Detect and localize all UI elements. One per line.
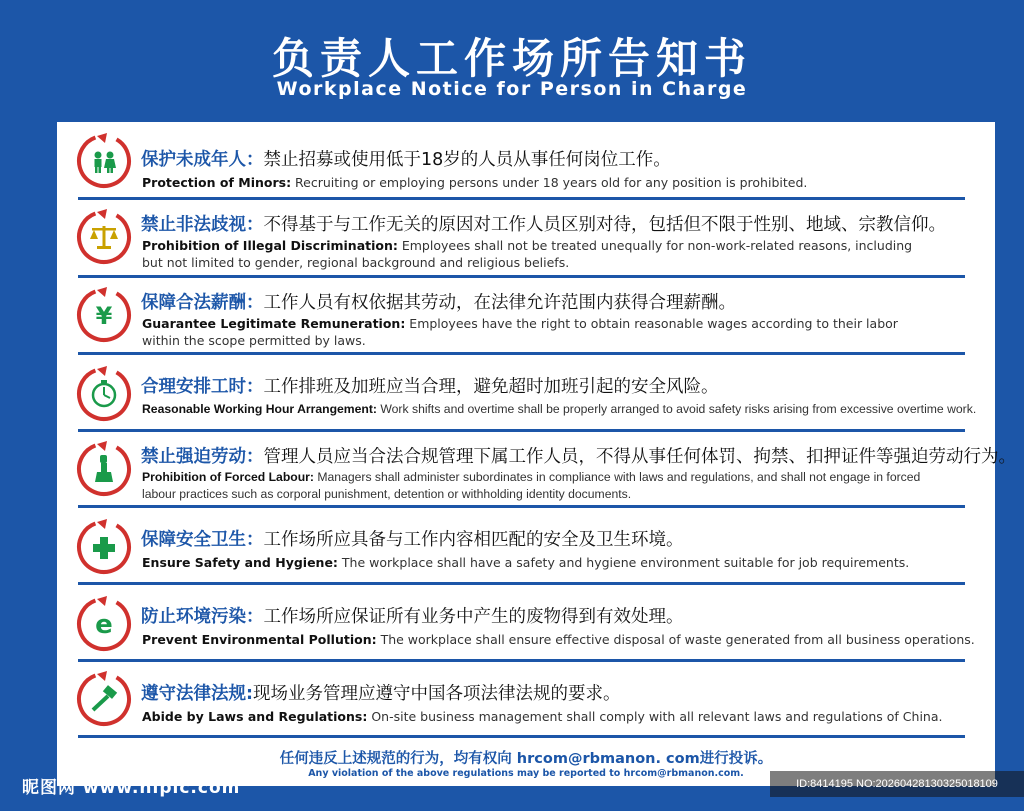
item-body-en: The workplace shall ensure effective disposal of waste generated from all business operations. — [376, 632, 975, 647]
notice-item — [57, 432, 1016, 508]
gavel-icon — [75, 670, 133, 728]
item-body-en: Employees have the right to obtain reasonable wages according to their labor — [405, 316, 898, 331]
item-english-text — [142, 631, 975, 648]
item-heading-cn: 合理安排工时： — [141, 377, 264, 397]
notice-item — [57, 662, 995, 738]
item-heading-en: Reasonable Working Hour Arrangement: — [142, 402, 377, 416]
item-english-text — [142, 237, 967, 271]
item-chinese-text — [141, 289, 736, 314]
item-heading-en: Prevent Environmental Pollution: — [142, 632, 377, 647]
page-title: 负责人工作场所告知书 — [271, 34, 752, 83]
item-body-cn: 工作排班及加班应当合理，避免超时加班引起的安全风险。 — [263, 377, 719, 397]
item-body-en: Recruiting or employing persons under 18 years old for any position is prohibited. — [291, 175, 808, 190]
item-chinese-text — [141, 373, 719, 398]
item-body-en-line2: but not limited to gender, regional background and religious beliefs. — [142, 255, 570, 270]
scales-icon — [75, 208, 133, 266]
item-heading-en: Prohibition of Illegal Discrimination: — [142, 238, 398, 253]
clock-icon — [75, 365, 133, 423]
item-body-en: Managers shall administer subordinates in compliance with laws and regulations, and shall not engage in forced — [313, 470, 921, 484]
item-body-cn: 工作场所应保证所有业务中产生的废物得到有效处理。 — [263, 607, 684, 627]
item-body-cn: 工作场所应具备与工作内容相匹配的安全及卫生环境。 — [263, 530, 684, 550]
item-body-cn: 现场业务管理应遵守中国各项法律法规的要求。 — [253, 684, 621, 704]
item-body-en: On-site business management shall comply with all relevant laws and regulations of China. — [367, 709, 943, 724]
yen-icon — [75, 286, 133, 344]
item-body-en-line2: labour practices such as corporal punishment, detention or withholding identity documents. — [142, 487, 632, 501]
item-heading-en: Guarantee Legitimate Remuneration: — [142, 316, 406, 331]
item-english-text — [142, 315, 967, 349]
eco-e-icon — [75, 595, 133, 653]
notice-item — [57, 355, 995, 432]
footer-complaint-en: Any violation of the above regulations may be reported to hrcom@rbmanon.com. — [308, 768, 744, 779]
notice-item — [57, 122, 995, 200]
notice-item — [57, 508, 995, 585]
item-heading-cn: 保障安全卫生： — [141, 530, 264, 550]
item-heading-cn: 保障合法薪酬： — [141, 293, 264, 313]
item-heading-en: Ensure Safety and Hygiene: — [142, 555, 338, 570]
notice-panel — [57, 122, 1016, 786]
item-heading-cn: 禁止非法歧视： — [141, 215, 264, 235]
cross-icon — [75, 518, 133, 576]
item-chinese-text — [141, 211, 946, 236]
svg-text:e: e — [95, 610, 113, 640]
footer-complaint-cn: 任何违反上述规范的行为，均有权向 hrcom@rbmanon. com进行投诉。 — [279, 751, 773, 767]
item-english-text — [142, 469, 967, 503]
item-body-en: Employees shall not be treated unequally for non-work-related reasons, including — [397, 238, 913, 253]
item-body-cn: 工作人员有权依据其劳动，在法律允许范围内获得合理薪酬。 — [263, 293, 736, 313]
item-english-text — [142, 401, 977, 418]
item-heading-en: Prohibition of Forced Labour: — [142, 470, 314, 484]
item-body-cn: 管理人员应当合法合规管理下属工作人员，不得从事任何体罚、拘禁、扣押证件等强迫劳动行为。 — [263, 447, 1016, 467]
watermark-id: ID:8414195 NO:20260428130325018109 — [770, 771, 1024, 797]
item-chinese-text — [141, 526, 684, 551]
page-subtitle: Workplace Notice for Person in Charge — [276, 78, 748, 100]
children-icon — [75, 132, 133, 190]
item-body-cn: 禁止招募或使用低于18岁的人员从事任何岗位工作。 — [263, 150, 671, 170]
item-heading-en: Abide by Laws and Regulations: — [142, 709, 368, 724]
item-heading-cn: 禁止强迫劳动： — [141, 447, 264, 467]
item-heading-cn: 防止环境污染： — [141, 607, 264, 627]
notice-item — [57, 585, 995, 662]
header — [0, 0, 1024, 122]
item-heading-cn: 遵守法律法规: — [141, 684, 253, 704]
item-body-cn: 不得基于与工作无关的原因对工作人员区别对待，包括但不限于性别、地域、宗教信仰。 — [263, 215, 946, 235]
notice-item — [57, 200, 995, 278]
item-body-en-line2: within the scope permitted by laws. — [142, 333, 366, 348]
notice-item — [57, 278, 995, 355]
item-english-text — [142, 174, 967, 191]
watermark-site: 昵图网 www.nipic.com — [22, 778, 241, 798]
item-body-en: The workplace shall have a safety and hygiene environment suitable for job requirements. — [337, 555, 910, 570]
item-english-text — [142, 708, 967, 725]
item-heading-cn: 保护未成年人： — [141, 150, 264, 170]
item-heading-en: Protection of Minors: — [142, 175, 292, 190]
svg-text:¥: ¥ — [95, 302, 113, 330]
item-chinese-text — [141, 680, 621, 705]
item-body-en: Work shifts and overtime shall be properly arranged to avoid safety risks arising from excessive overtime work. — [376, 402, 977, 416]
divider — [78, 735, 965, 738]
item-chinese-text — [141, 603, 684, 628]
raised-fist-icon — [75, 440, 133, 498]
item-chinese-text — [141, 146, 671, 171]
item-chinese-text — [141, 443, 1016, 468]
item-english-text — [142, 554, 967, 571]
